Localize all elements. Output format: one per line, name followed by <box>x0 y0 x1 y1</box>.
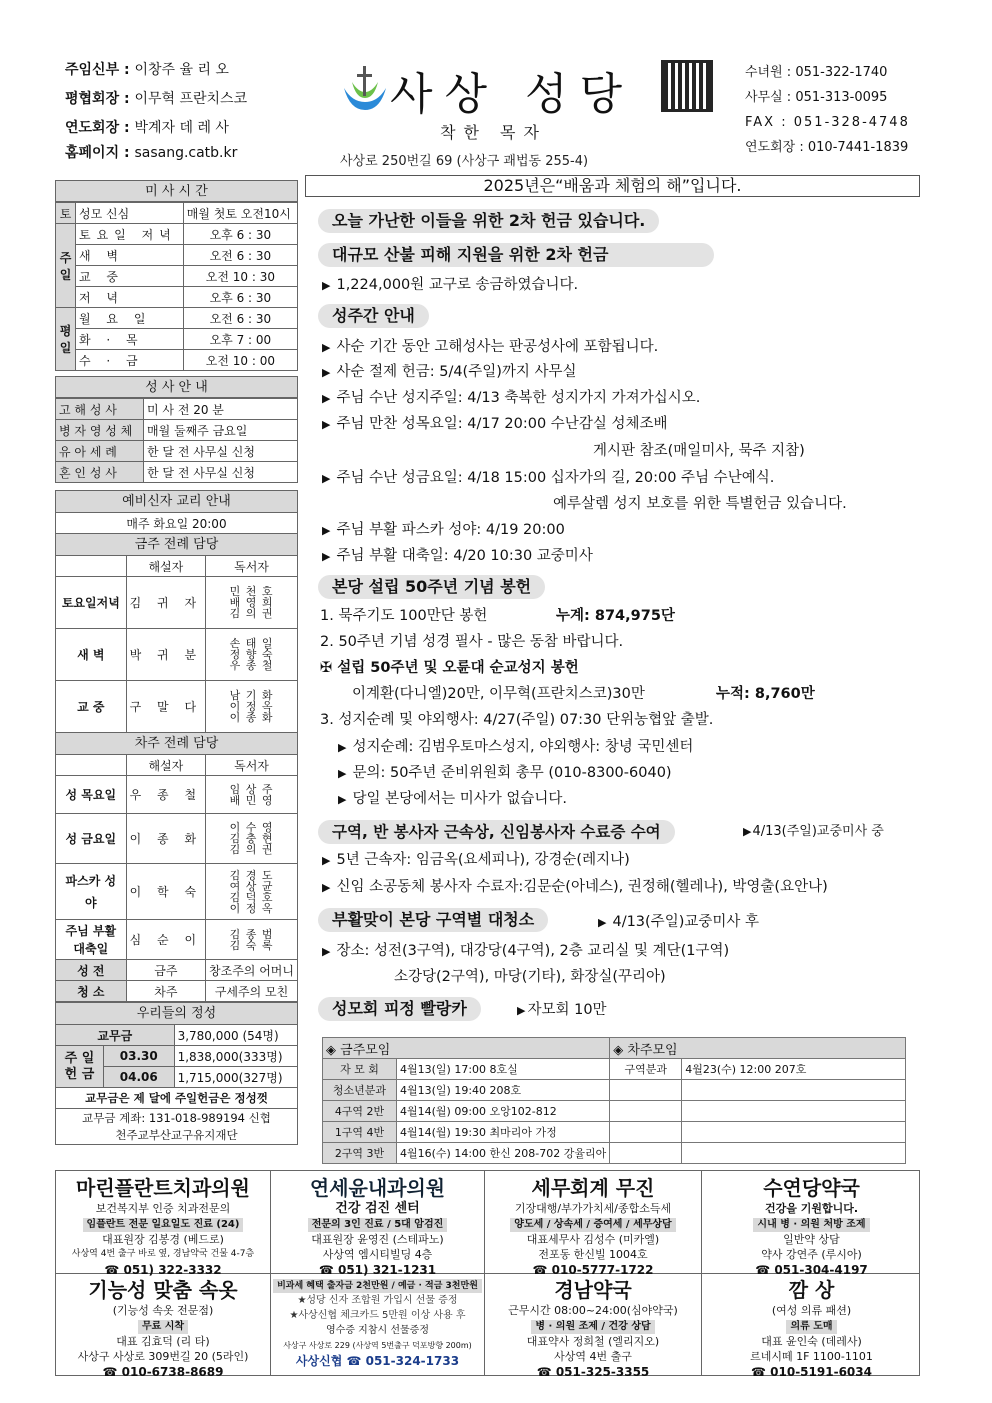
ad-phone: ☎ 010-5777-1722 <box>532 1263 654 1277</box>
ad-tag: 의류 도매 <box>786 1320 836 1334</box>
mass-row: 월 요 일 <box>76 308 184 329</box>
holy-week-item: ▶ 사순 기간 동안 고해성사는 판공성사에 포함됩니다. <box>322 339 659 355</box>
cleaning-place-cont: 소강당(2구역), 마당(기타), 화장실(꾸리아) <box>394 969 666 985</box>
mass-time: 오후 7 : 00 <box>183 329 297 350</box>
liturgy-table <box>55 490 298 1002</box>
sunday-offering-label: 주 일 헌 금 <box>56 1046 104 1088</box>
liturgy-row: 파스카 성 야 <box>56 864 127 920</box>
bullet-icon: ▶ <box>322 341 331 354</box>
mass-row: 저 녁 <box>76 287 184 308</box>
offering-title: 우리들의 정성 <box>56 1003 298 1025</box>
meeting-time: 4월16(수) 14:00 한신 208-702 강율리아 <box>397 1143 610 1164</box>
sacrament-info: 미 사 전 20 분 <box>144 399 298 420</box>
sat-time: 매월 첫토 오전10시 <box>183 203 297 224</box>
ad-tax-office[interactable] <box>485 1175 701 1278</box>
qr-code-icon[interactable] <box>661 60 713 112</box>
liturgy-row: 성 목요일 <box>56 776 127 814</box>
offering-value: 1,838,000(333명) <box>174 1046 297 1067</box>
meeting-group: 1구역 4반 <box>323 1122 397 1143</box>
bullet-icon: ▶ <box>322 279 331 292</box>
reader: 김 의 권 <box>229 843 274 856</box>
cleaning-week: 차주 <box>126 981 205 1002</box>
ad-tag: 임플란트 전문 일요일도 진료 (24) <box>83 1218 244 1232</box>
holy-week-item: ▶ 주님 수난 성지주일: 4/13 축복한 성지가지 가져가십시오. <box>322 390 701 406</box>
mass-row: 새 벽 <box>76 245 184 266</box>
catechumen-title: 예비신자 교리 안내 <box>56 491 298 513</box>
volunteer-award-heading: 구역, 반 봉사자 근속상, 신임봉사자 수료증 수여 <box>318 820 675 844</box>
ad-line: 대표 김효덕 (리 타) <box>116 1335 210 1348</box>
catechumen-text: 매주 화요일 20:00 <box>56 513 298 534</box>
ad-gyeongnam-pharmacy[interactable] <box>485 1277 701 1380</box>
tithe-value: 3,780,000 (54명) <box>174 1025 297 1046</box>
offering-date: 04.06 <box>104 1067 175 1088</box>
holy-week-item-cont: 게시판 참조(매일미사, 묵주 지참) <box>593 443 805 459</box>
ad-tag: 비과세 혜택 출자금 2천만원 / 예금 · 적금 3천만원 <box>273 1279 482 1293</box>
cleaning-heading: 부활맞이 본당 구역별 대청소 <box>318 908 548 932</box>
ad-internal-clinic[interactable] <box>271 1175 484 1278</box>
liturgy-row: 새 벽 <box>56 629 127 681</box>
ad-tag: 시내 병 · 의원 처방 조제 <box>753 1218 869 1232</box>
offering-value: 1,715,000(327명) <box>174 1067 297 1088</box>
anniversary-heading: 본당 설립 50주년 기념 봉헌 <box>318 575 545 599</box>
mass-row: 교 중 <box>76 266 184 287</box>
bullet-icon: ▶ <box>322 392 331 405</box>
commentator-header: 해설자 <box>126 755 205 776</box>
meeting-group: 구역분과 <box>610 1059 682 1080</box>
left-column <box>55 180 298 1145</box>
bullet-icon: ▶ <box>322 881 331 894</box>
ad-line: 대표세무사 김성수 (미카엘) <box>526 1233 660 1246</box>
bullet-icon: ▶ <box>598 916 607 929</box>
ad-line: 건강을 기원합니다. <box>764 1202 858 1215</box>
sacrament-info: 한 달 전 사무실 신청 <box>144 462 298 483</box>
volunteer-award-time: ▶4/13(주일)교중미사 중 <box>743 824 884 839</box>
meeting-time <box>682 1122 906 1143</box>
reader: 남 기 화 <box>229 689 274 702</box>
reader-header: 독서자 <box>206 556 298 577</box>
funeral-phone: 연도회장 : 010-7441-1839 <box>745 140 909 155</box>
bullet-icon: ▶ <box>338 767 347 780</box>
ad-line: 전포동 한신빌 1004호 <box>538 1248 648 1261</box>
reader-header: 독서자 <box>206 755 298 776</box>
next-week-title: 차주 전례 담당 <box>56 733 298 755</box>
ad-line: ★사상신협 체크카드 5만원 이상 사용 후 <box>289 1310 466 1321</box>
header-info-left <box>65 58 247 166</box>
ad-line: (기능성 속옷 전문점) <box>112 1304 214 1317</box>
bible-copy: 2. 50주년 기념 성경 필사 - 많은 동참 바랍니다. <box>320 634 624 650</box>
ad-name: 수연당약국 <box>763 1176 860 1200</box>
bullet-icon: ▶ <box>322 524 331 537</box>
this-week-title: 금주 전례 담당 <box>56 534 298 556</box>
meeting-group <box>610 1080 682 1101</box>
ad-line: 사상역 4번 출구 바로 옆, 경남약국 건물 4-7층 <box>71 1249 255 1259</box>
holy-week-item: ▶ 주님 부활 대축일: 4/20 10:30 교중미사 <box>322 548 593 564</box>
commentator: 구 말 다 <box>126 681 205 733</box>
ad-phone: 사상신협 ☎ 051-324-1733 <box>295 1354 460 1368</box>
reader: 김 경 도 <box>229 868 274 882</box>
bullet-icon: ▶ <box>743 825 752 838</box>
offering-date: 03.30 <box>104 1046 175 1067</box>
meeting-group <box>610 1122 682 1143</box>
meeting-time: 4월23(수) 12:00 207호 <box>682 1059 906 1080</box>
ad-line: 사상구 사상로 309번길 20 (5라인) <box>77 1350 249 1363</box>
meetings-table <box>322 1037 906 1164</box>
ad-line: 일반약 상담 <box>783 1233 840 1246</box>
mass-row: 화 · 목 <box>76 329 184 350</box>
second-collection-heading: 오늘 가난한 이들을 위한 2차 헌금 있습니다. <box>318 209 659 233</box>
mass-times-table <box>55 202 298 371</box>
ad-dental-clinic[interactable] <box>56 1175 270 1278</box>
meeting-group: 4구역 2반 <box>323 1101 397 1122</box>
mass-time: 오전 6 : 30 <box>183 308 297 329</box>
liturgy-row: 성 금요일 <box>56 814 127 864</box>
fax-number: FAX : 051-328-4748 <box>745 115 910 130</box>
ad-line: 대표 윤인숙 (데레사) <box>761 1335 862 1348</box>
cleaning-label: 청 소 <box>56 981 127 1002</box>
church-address: 사상로 250번길 69 (사상구 괘법동 255-4) <box>340 154 589 169</box>
ad-name: 깜 상 <box>788 1278 835 1302</box>
meeting-time <box>682 1101 906 1122</box>
commentator: 우 종 철 <box>126 776 205 814</box>
mass-time: 오전 10 : 30 <box>183 266 297 287</box>
bullet-icon: ▶ <box>322 472 331 485</box>
sacraments-title: 성 사 안 내 <box>55 376 298 398</box>
ad-tag: 병 · 의원 조제 / 건강 상담 <box>531 1320 654 1334</box>
bullet-icon: ▶ <box>338 741 347 754</box>
reader: 이 수 영 <box>229 821 274 834</box>
bullet-icon: ▶ <box>322 550 331 563</box>
sunday-label: 주일 <box>56 224 76 308</box>
reader: 이 정 옥 <box>229 901 274 915</box>
holy-week-item: ▶ 주님 만찬 성목요일: 4/17 20:00 수난감실 성체조배 <box>322 416 668 432</box>
bullet-icon: ▶ <box>322 418 331 431</box>
liturgy-row: 교 중 <box>56 681 127 733</box>
sacrament-info: 한 달 전 사무실 신청 <box>144 441 298 462</box>
sanctuary-week: 금주 <box>126 960 205 981</box>
bullet-icon: ▶ <box>322 854 331 867</box>
ad-line: 기장대행/부가가치세/종합소득세 <box>514 1202 672 1215</box>
tithe-label: 교무금 <box>56 1025 175 1046</box>
bullet-icon: ▶ <box>338 793 347 806</box>
rosary-total: 누계: 874,975단 <box>556 608 675 624</box>
holy-week-item-cont: 예루살렘 성지 보호를 위한 특별헌금 있습니다. <box>553 496 847 512</box>
mass-time: 오전 10 : 00 <box>183 350 297 371</box>
ad-suyeon-pharmacy[interactable] <box>702 1175 921 1278</box>
pilgrimage-detail: ▶ 성지순례: 김범우토마스성지, 야외행사: 창녕 국민센터 <box>338 739 694 755</box>
meeting-time: 4월13(일) 19:40 208호 <box>397 1080 610 1101</box>
reader: 민 천 호 <box>229 585 274 598</box>
ad-line: 르네시떼 1F 1100-1101 <box>750 1350 873 1363</box>
sacraments-table <box>55 398 298 483</box>
commentator: 이 종 화 <box>126 814 205 864</box>
reader: 정 향 숙 <box>229 648 274 661</box>
ad-name: 연세윤내과의원 <box>309 1176 446 1200</box>
volunteer-award-item: ▶ 신임 소공동체 봉사자 수료자:김문순(아네스), 권정해(헬레나), 박영출(요안나) <box>322 879 828 895</box>
mass-time: 오후 6 : 30 <box>183 224 297 245</box>
meetings-table-wrap <box>322 1037 906 1164</box>
sacrament-name: 고 해 성 사 <box>56 399 144 420</box>
meeting-group: 2구역 3반 <box>323 1143 397 1164</box>
wildfire-heading: 대규모 산불 피해 지원을 위한 2차 헌금 <box>318 243 714 267</box>
pilgrimage: 3. 성지순례 및 야외행사: 4/27(주일) 07:30 단위농협앞 출발. <box>320 712 714 728</box>
commentator-header: 해설자 <box>126 556 205 577</box>
ad-line: 근무시간 08:00~24:00(심야약국) <box>508 1304 678 1317</box>
reader: 김 충 현 <box>229 832 274 845</box>
ad-phone: ☎ 051-304-4197 <box>755 1263 868 1277</box>
ads-section <box>55 1170 920 1379</box>
meeting-group <box>610 1143 682 1164</box>
pilgrimage-contact: ▶ 문의: 50주년 준비위원회 총무 (010-8300-6040) <box>338 765 672 781</box>
ad-line: 약사 강연주 (루시아) <box>761 1248 862 1261</box>
ad-line: 대표원장 김봉경 (베드로) <box>102 1233 224 1246</box>
ad-line: 사상역 4번 출구 <box>554 1350 632 1363</box>
holy-week-item: ▶ 사순 절제 헌금: 5/4(주일)까지 사무실 <box>322 364 577 380</box>
ad-name: 마린플란트치과의원 <box>76 1176 250 1200</box>
sacrament-name: 병 자 영 성 체 <box>56 420 144 441</box>
ad-line: 보건복지부 인증 치과전문의 <box>95 1202 231 1215</box>
ad-name: 세무회계 무진 <box>531 1176 655 1200</box>
ad-credit-union[interactable] <box>271 1277 484 1369</box>
reader: 우 종 철 <box>229 659 274 672</box>
mass-time: 오전 6 : 30 <box>183 245 297 266</box>
ad-line: ★성당 신자 조합원 가입시 선물 증정 <box>297 1295 458 1306</box>
ad-line: 사상역 엠시티빌딩 4층 <box>322 1248 433 1261</box>
offering-table <box>55 1002 298 1145</box>
reader: 김 의 권 <box>229 607 274 620</box>
offering-foundation: 천주교부산교구유지재단 <box>56 1127 298 1145</box>
ad-phone: ☎ 010-5191-6034 <box>751 1365 872 1379</box>
volunteer-award-item: ▶ 5년 근속자: 임금옥(요세피나), 강경순(레지나) <box>322 852 630 868</box>
ad-line: (여성 의류 패션) <box>771 1304 852 1317</box>
sacrament-name: 혼 인 성 사 <box>56 462 144 483</box>
holy-week-heading: 성주간 안내 <box>318 304 429 328</box>
ad-line: 대표약사 정희철 (엘리지오) <box>526 1335 660 1348</box>
ad-tag: 무료 시착 <box>138 1320 188 1334</box>
ad-tag: 양도세 / 상속세 / 증여세 / 세무상담 <box>510 1218 675 1232</box>
header-contacts <box>745 60 910 160</box>
mass-row: 수 · 금 <box>76 350 184 371</box>
reader: 이 정 옥 <box>229 700 274 713</box>
reader: 배 영 희 <box>229 596 274 609</box>
ad-line: 사상구 사상로 229 (사상역 5번출구 덕포방향 200m) <box>283 1341 472 1350</box>
meeting-time <box>682 1143 906 1164</box>
bullet-icon: ▶ <box>322 945 331 958</box>
cleaning-place: ▶ 장소: 성전(3구역), 대강당(4구역), 2층 교리실 및 계단(1구역) <box>322 943 730 959</box>
sacrament-name: 유 아 세 례 <box>56 441 144 462</box>
ad-tag: 전문의 3인 진료 / 5대 암검진 <box>308 1218 448 1232</box>
sanctuary-group: 창조주의 어머니 <box>206 960 298 981</box>
liturgy-row: 주님 부활 대축일 <box>56 920 127 960</box>
meeting-time: 4월14(월) 19:30 최마리아 가정 <box>397 1122 610 1143</box>
cleaning-group: 구세주의 모친 <box>206 981 298 1002</box>
ad-clothing-shop[interactable] <box>702 1277 921 1380</box>
ad-line: 건강 검진 센터 <box>335 1201 420 1216</box>
liturgy-row: 토요일저녁 <box>56 577 127 629</box>
ad-phone: ☎ 051-325-3355 <box>536 1365 650 1379</box>
sanctuary-label: 성 전 <box>56 960 127 981</box>
pilgrimage-note: ▶ 당일 본당에서는 미사가 없습니다. <box>338 791 568 807</box>
commentator: 이 학 숙 <box>126 864 205 920</box>
bullet-icon: ▶ <box>322 366 331 379</box>
holy-week-item: ▶ 주님 부활 파스카 성야: 4/19 20:00 <box>322 522 565 538</box>
meeting-time <box>682 1080 906 1101</box>
retreat-note: ▶ 자모회 10만 <box>517 1002 607 1018</box>
meeting-group: 자 모 회 <box>323 1059 397 1080</box>
church-subtitle: 착한 목자 <box>440 123 547 142</box>
reader: 김 덕 호 <box>229 890 274 904</box>
funeral-line: 연도회장 : 박계자 데 레 사 <box>65 120 229 136</box>
mass-time: 오후 6 : 30 <box>183 287 297 308</box>
ad-name: 기능성 맞춤 속옷 <box>88 1278 238 1302</box>
offering-note: 교무금은 제 달에 주일헌금은 정성껏 <box>56 1088 298 1109</box>
year-theme: 2025년은“배움과 체험의 해”입니다. <box>305 175 920 197</box>
ad-line: 대표원장 윤영진 (스테파노) <box>311 1233 444 1246</box>
council-line: 평협회장 : 이무혁 프란치스코 <box>65 91 248 107</box>
mass-row: 토요일 저녁 <box>76 224 184 245</box>
ad-name: 경남약국 <box>554 1278 632 1302</box>
reader: 손 태 일 <box>229 637 274 650</box>
commentator: 박 귀 분 <box>126 629 205 681</box>
office-phone: 사무실 : 051-313-0095 <box>745 90 888 105</box>
donors: 이계환(다니엘)20만, 이무혁(프란치스코)30만 <box>352 686 645 702</box>
meeting-group: 청소년분과 <box>323 1080 397 1101</box>
this-week-meetings-header: ◈ 금주모임 <box>323 1038 610 1059</box>
reader: 이 종 화 <box>229 711 274 724</box>
sacrament-info: 매월 둘째주 금요일 <box>144 420 298 441</box>
next-week-meetings-header: ◈ 차주모임 <box>610 1038 906 1059</box>
ad-phone: ☎ 051) 322-3332 <box>104 1263 222 1277</box>
homepage-line[interactable]: 홈페이지 : sasang.catb.kr <box>65 145 238 161</box>
retreat-heading: 성모회 피정 빨랑카 <box>318 997 481 1021</box>
ad-phone: ☎ 051) 321-1231 <box>318 1263 437 1277</box>
wildfire-line: ▶ 1,224,000원 교구로 송금하였습니다. <box>322 277 579 293</box>
ad-phone: ☎ 010-6738-8689 <box>102 1365 224 1379</box>
holy-week-item: ▶ 주님 수난 성금요일: 4/18 15:00 십자가의 길, 20:00 주님 수난예식. <box>322 470 775 486</box>
cleaning-time: ▶ 4/13(주일)교중미사 후 <box>598 914 760 930</box>
meeting-group <box>610 1101 682 1122</box>
church-logo-icon <box>340 62 390 114</box>
meeting-time: 4월13(일) 17:00 8호실 <box>397 1059 610 1080</box>
ad-underwear-shop[interactable] <box>56 1277 270 1380</box>
bullet-icon: ▶ <box>517 1004 526 1017</box>
rosary-offering: 1. 묵주기도 100만단 봉헌 <box>320 608 488 624</box>
reader: 김 종 범 <box>229 927 274 941</box>
sat-label: 토 <box>56 203 76 224</box>
mass-times-title: 미 사 시 간 <box>55 180 298 202</box>
reader: 여 상 균 <box>229 879 274 893</box>
commentator: 김 귀 자 <box>126 577 205 629</box>
weekday-label: 평일 <box>56 308 76 371</box>
pastor-line: 주임신부 : 이창주 율 리 오 <box>65 62 229 78</box>
reader: 김 숙 록 <box>229 938 274 952</box>
commentator: 심 순 이 <box>126 920 205 960</box>
reader: 배 민 영 <box>229 793 274 807</box>
donation-total: 누적: 8,760만 <box>716 686 815 702</box>
offering-account: 교무금 계좌: 131-018-989194 신협 <box>56 1109 298 1127</box>
church-title: 사상 성당 <box>390 69 635 120</box>
anniversary-donation: ✠ 설립 50주년 및 오륜대 순교성지 봉헌 <box>320 660 579 676</box>
convent-phone: 수녀원 : 051-322-1740 <box>745 65 888 80</box>
reader: 임 상 주 <box>229 782 274 796</box>
meeting-time: 4월14(월) 09:00 오앙102-812 <box>397 1101 610 1122</box>
sat-place: 성모 신심 <box>76 203 184 224</box>
ad-line: 영수증 지참시 선물증정 <box>326 1325 429 1336</box>
